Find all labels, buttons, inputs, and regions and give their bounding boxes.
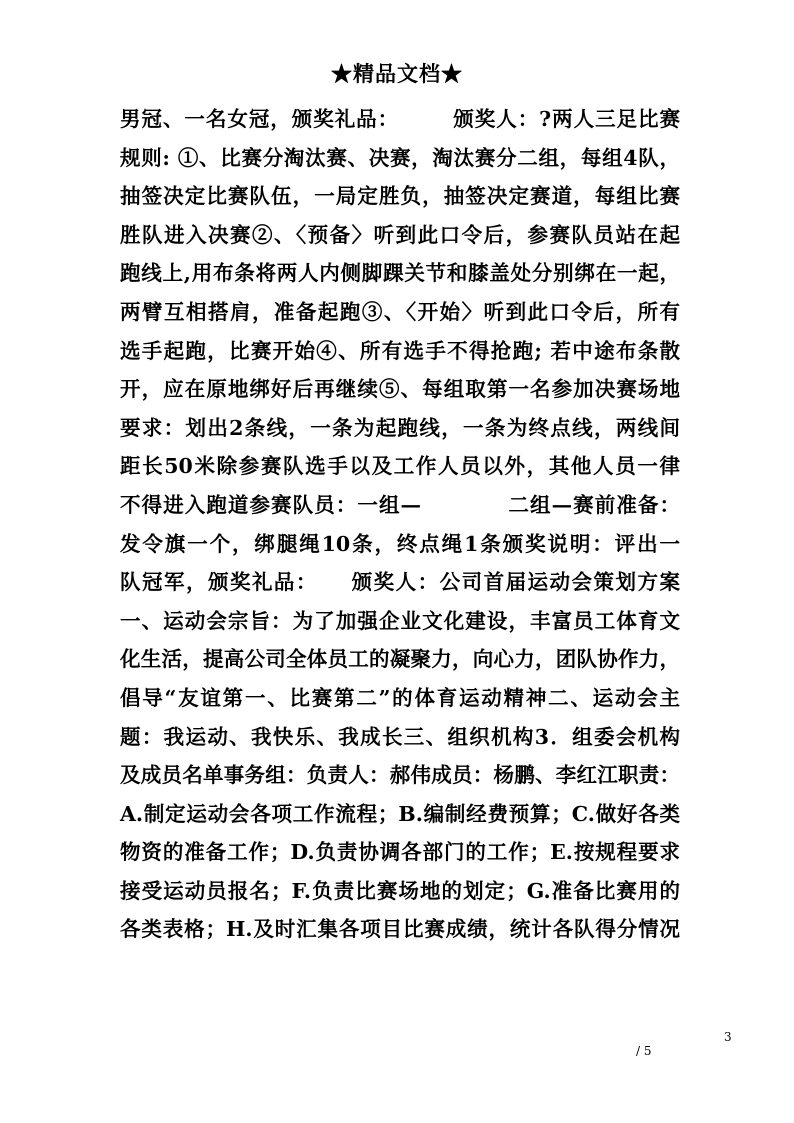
- body-line: 开，应在原地绑好后再继续⑤、每组取第一名参加决赛场地: [120, 377, 680, 402]
- body-line: 物资的准备工作；D.负责协调各部门的工作；E.按规程要求: [120, 840, 680, 865]
- body-line: 题：我运动、我快乐、我成长三、组织机构3．组委会机构: [120, 724, 680, 749]
- body-line: 两臂互相搭肩，准备起跑③、〈开始〉听到此口令后，所有: [120, 299, 680, 324]
- body-line: 发令旗一个，绑腿绳10条，终点绳1条颁奖说明：评出一: [120, 531, 680, 556]
- body-line: 及成员名单事务组：负责人：郝伟成员：杨鹏、李红江职责：: [120, 763, 680, 788]
- body-line: 跑线上,用布条将两人内侧脚踝关节和膝盖处分别绑在一起，: [120, 261, 680, 286]
- body-line: 距长50米除参赛队选手以及工作人员以外，其他人员一律: [120, 454, 680, 479]
- body-line: 胜队进入决赛②、〈预备〉听到此口令后，参赛队员站在起: [120, 222, 680, 247]
- body-line: 规则: ①、比赛分淘汰赛、决赛，淘汰赛分二组，每组4队，: [120, 145, 680, 170]
- body-line: 要求：划出2条线，一条为起跑线，一条为终点线，两线间: [120, 415, 680, 440]
- body-line: 抽签决定比赛队伍，一局定胜负，抽签决定赛道，每组比赛: [120, 184, 680, 209]
- body-line: 男冠、一名女冠，颁奖礼品： 颁奖人：?两人三足比赛: [120, 107, 680, 131]
- document-body: [120, 100, 680, 949]
- body-line: A.制定运动会各项工作流程；B.编制经费预算；C.做好各类: [120, 801, 680, 826]
- body-line: 不得进入跑道参赛队员：一组— 二组—赛前准备：: [120, 492, 680, 517]
- body-line: 一、运动会宗旨：为了加强企业文化建设，丰富员工体育文: [120, 608, 680, 633]
- page-number: 3: [724, 1030, 732, 1044]
- body-line: 倡导“友谊第一、比赛第二”的体育运动精神二、运动会主: [120, 685, 680, 710]
- document-header-title: ★精品文档★: [331, 61, 463, 86]
- body-line: 化生活，提高公司全体员工的凝聚力，向心力，团队协作力，: [120, 647, 680, 672]
- body-line: 选手起跑，比赛开始④、所有选手不得抢跑; 若中途布条散: [120, 338, 680, 363]
- page-total: / 5: [636, 1044, 652, 1058]
- body-line: 接受运动员报名；F.负责比赛场地的划定；G.准备比赛用的: [120, 878, 680, 903]
- body-line: 各类表格；H.及时汇集各项目比赛成绩，统计各队得分情况: [120, 917, 680, 942]
- body-line: 队冠军，颁奖礼品： 颁奖人：公司首届运动会策划方案: [120, 570, 680, 595]
